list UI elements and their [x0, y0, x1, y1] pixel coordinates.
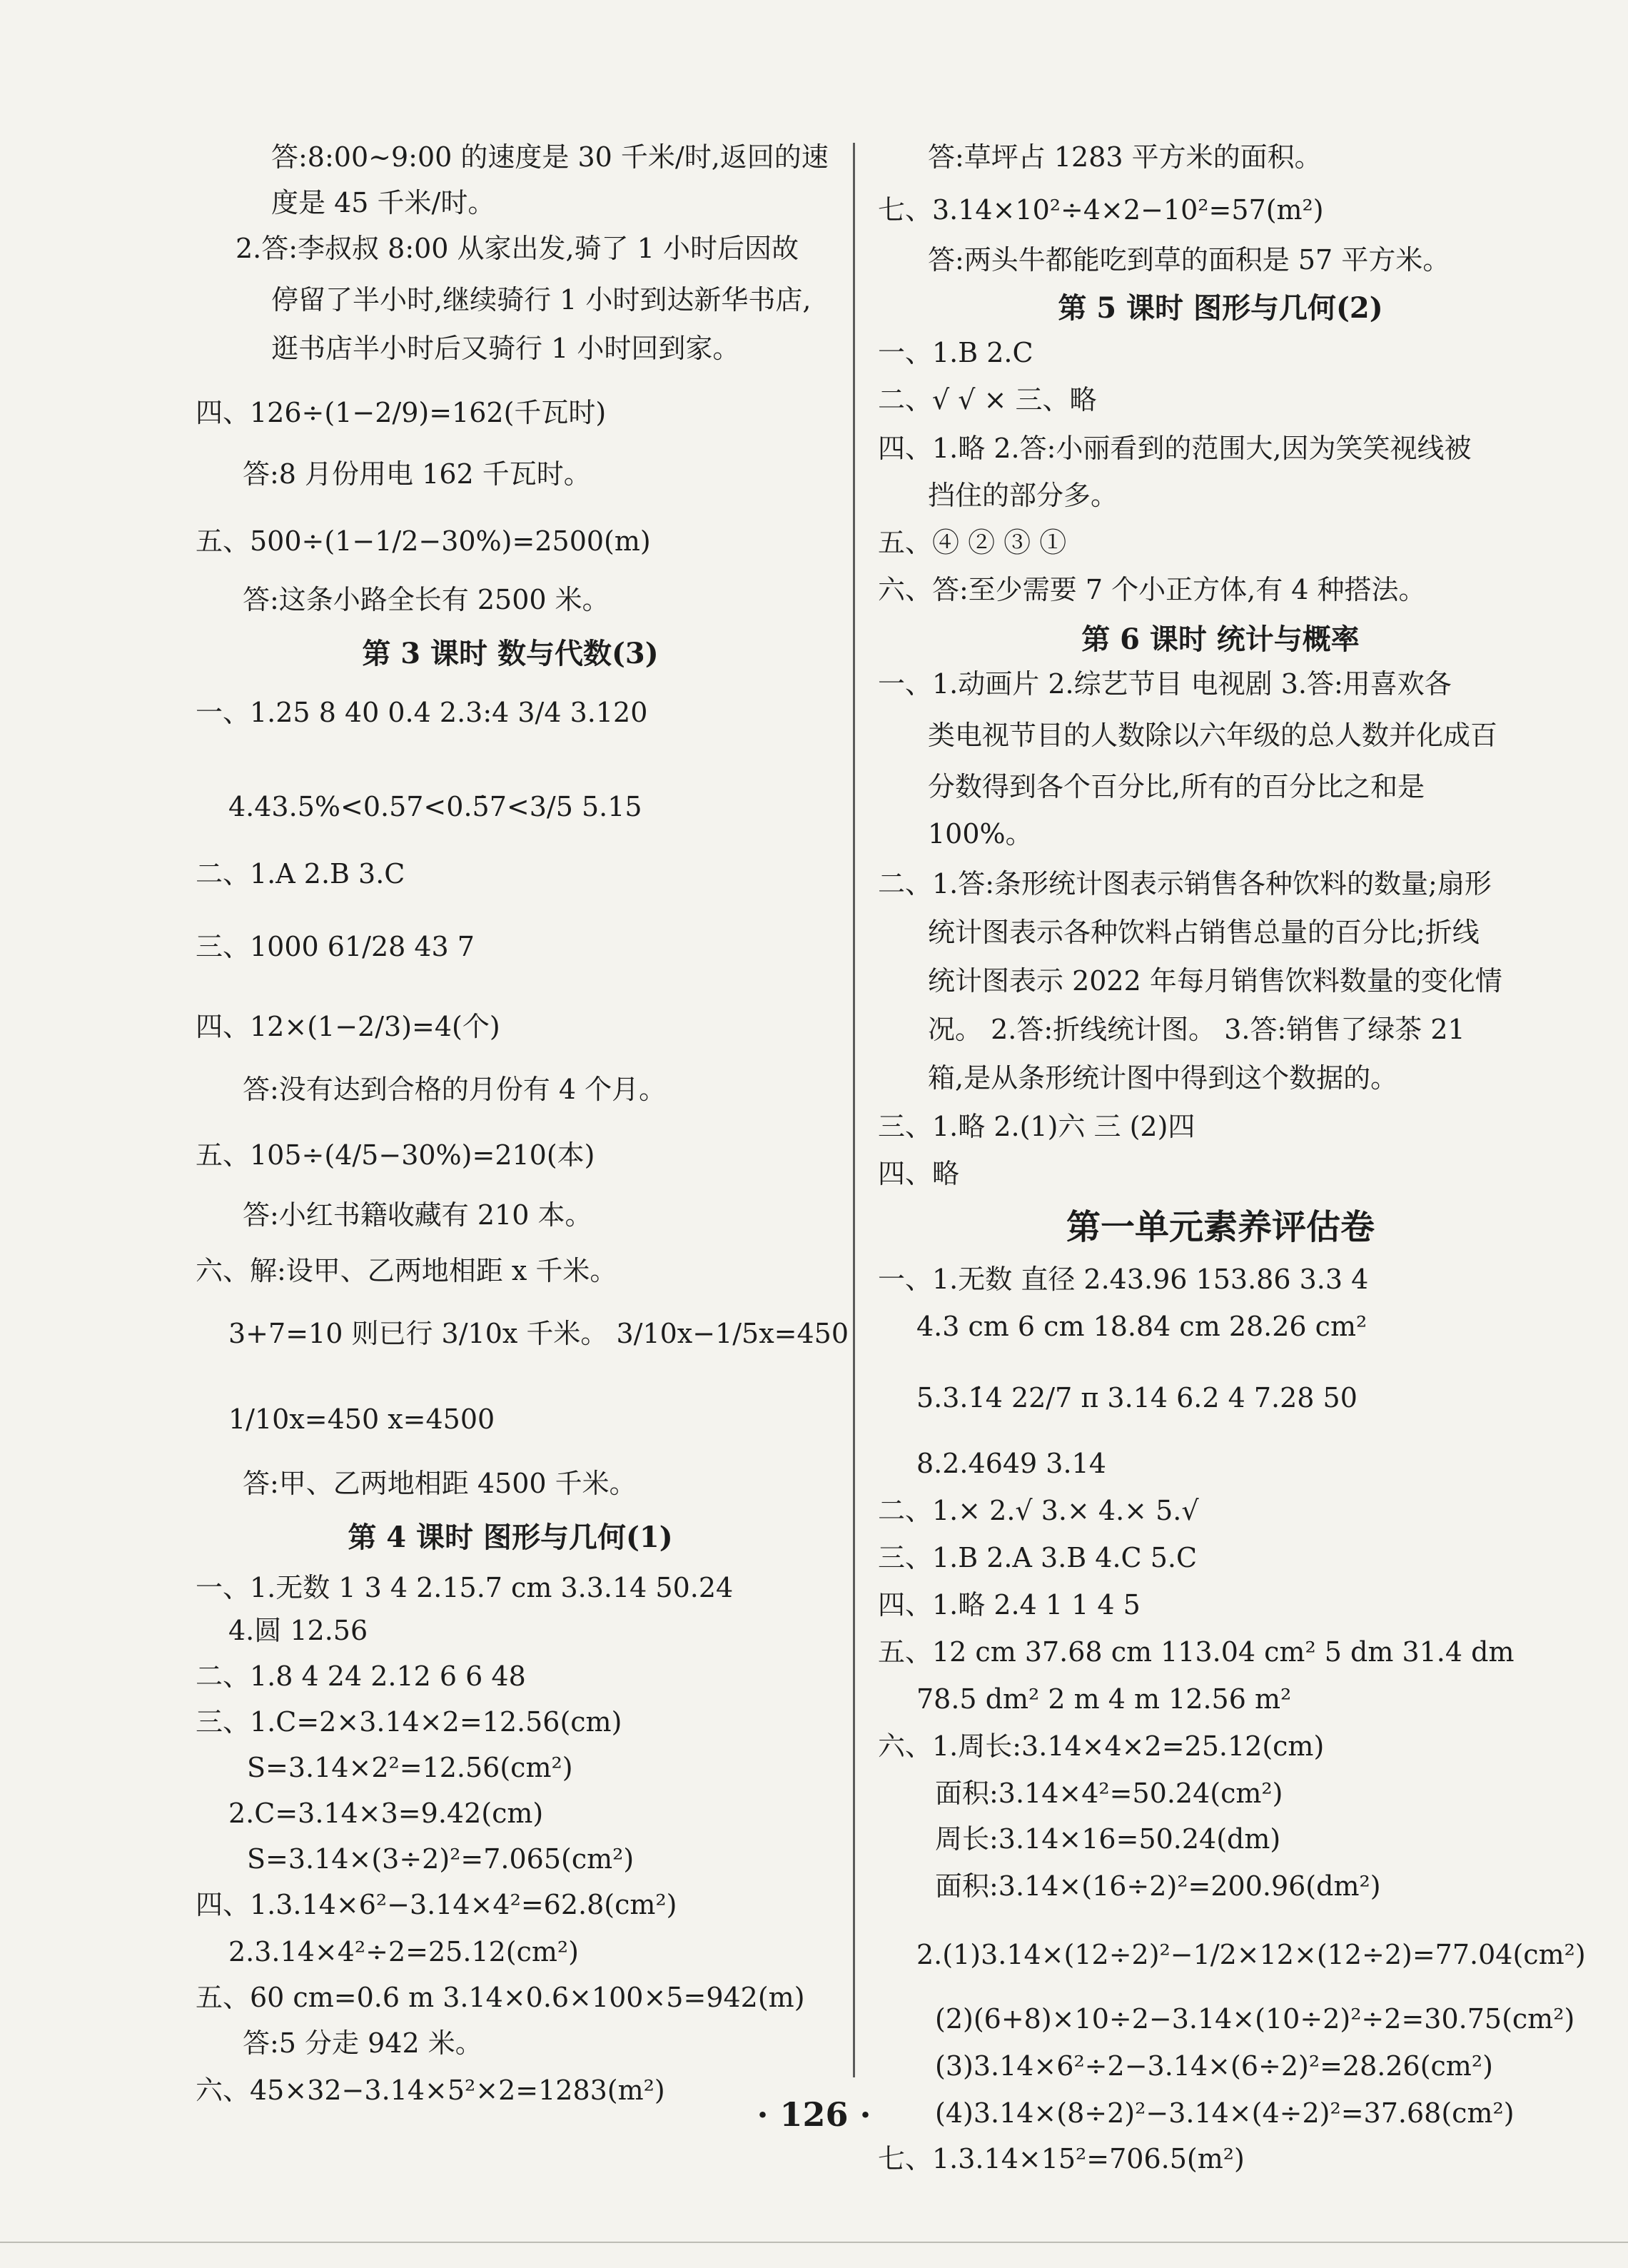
answer-line: 七、1.3.14×15²=706.5(m²) [878, 2143, 1245, 2174]
answer-line: 四、1.略 2.4 1 1 4 5 [878, 1589, 1141, 1621]
answer-line: 面积:3.14×(16÷2)²=200.96(dm²) [935, 1870, 1381, 1902]
answer-line: 8.2.4649 3.14 [916, 1448, 1106, 1479]
answer-line: 况。 2.答:折线统计图。 3.答:销售了绿茶 21 [928, 1014, 1465, 1045]
answer-line: 五、500÷(1−1/2−30%)=2500(m) [196, 525, 651, 557]
answer-line: 七、3.14×10²÷4×2−10²=57(m²) [878, 194, 1324, 226]
answer-line: 一、1.25 8 40 0.4 2.3:4 3/4 3.120 [196, 697, 648, 728]
answer-line: 三、1000 61/28 43 7 [196, 931, 475, 962]
answer-line: 五、60 cm=0.6 m 3.14×0.6×100×5=942(m) [196, 1982, 805, 2013]
answer-line: 五、④ ② ③ ① [878, 527, 1067, 558]
answer-line: 面积:3.14×4²=50.24(cm²) [935, 1778, 1283, 1809]
answer-line: 5.3.1̇4 22/7 π 3.14 6.2 4 7.28 50 [916, 1382, 1357, 1413]
answer-line: 四、1.3.14×6²−3.14×4²=62.8(cm²) [196, 1889, 677, 1920]
lesson-heading: 第 5 课时 图形与几何(2) [1058, 291, 1383, 325]
answer-line: 4.3 cm 6 cm 18.84 cm 28.26 cm² [916, 1311, 1367, 1342]
answer-line: 2.3.14×4²÷2=25.12(cm²) [228, 1936, 579, 1967]
answer-line: S=3.14×2²=12.56(cm²) [247, 1752, 573, 1783]
answer-line: 4.圆 12.56 [228, 1615, 368, 1646]
answer-line: 六、45×32−3.14×5²×2=1283(m²) [196, 2075, 665, 2106]
answer-line: 分数得到各个百分比,所有的百分比之和是 [928, 771, 1425, 802]
answer-line: 答:8:00~9:00 的速度是 30 千米/时,返回的速 [271, 141, 829, 173]
answer-line: S=3.14×(3÷2)²=7.065(cm²) [247, 1843, 634, 1875]
answer-line: 一、1.B 2.C [878, 337, 1033, 368]
answer-line: 周长:3.14×16=50.24(dm) [935, 1823, 1281, 1855]
answer-line: 答:甲、乙两地相距 4500 千米。 [243, 1468, 637, 1499]
answer-line: 一、1.无数 直径 2.43.96 153.86 3.3 4 [878, 1264, 1369, 1295]
answer-line: 2.答:李叔叔 8:00 从家出发,骑了 1 小时后因故 [236, 233, 799, 264]
answer-line: 三、1.B 2.A 3.B 4.C 5.C [878, 1542, 1198, 1573]
answer-line: 六、解:设甲、乙两地相距 x 千米。 [196, 1255, 617, 1286]
answer-line: 答:5 分走 942 米。 [243, 2027, 482, 2059]
lesson-heading: 第 4 课时 图形与几何(1) [348, 1521, 673, 1554]
page-number: · 126 · [757, 2095, 871, 2134]
answer-line: 五、105÷(4/5−30%)=210(本) [196, 1139, 595, 1171]
answer-line: 统计图表示 2022 年每月销售饮料数量的变化情 [928, 965, 1502, 997]
answer-line: 一、1.无数 1 3 4 2.15.7 cm 3.3.14 50.24 [196, 1572, 734, 1603]
answer-line: 答:8 月份用电 162 千瓦时。 [243, 458, 591, 490]
answer-line: 三、1.略 2.(1)六 三 (2)四 [878, 1111, 1195, 1142]
answer-line: 四、1.略 2.答:小丽看到的范围大,因为笑笑视线被 [878, 433, 1472, 464]
answer-line: 二、1.A 2.B 3.C [196, 858, 405, 889]
answer-line: 逛书店半小时后又骑行 1 小时回到家。 [271, 333, 740, 364]
answer-line: 四、12×(1−2/3)=4(个) [196, 1011, 500, 1042]
answer-line: 二、1.8 4 24 2.12 6 6 48 [196, 1660, 526, 1692]
answer-line: (4)3.14×(8÷2)²−3.14×(4÷2)²=37.68(cm²) [935, 2097, 1515, 2129]
answer-line: 78.5 dm² 2 m 4 m 12.56 m² [916, 1683, 1292, 1715]
answer-line: (2)(6+8)×10÷2−3.14×(10÷2)²÷2=30.75(cm²) [935, 2003, 1575, 2035]
answer-line: 二、1.× 2.√ 3.× 4.× 5.√ [878, 1495, 1199, 1526]
answer-line: 4.43.5%<0.57<0.5̇7<3/5 5.15 [228, 791, 642, 822]
answer-line: 2.C=3.14×3=9.42(cm) [228, 1798, 544, 1829]
lesson-heading: 第 6 课时 统计与概率 [1081, 623, 1360, 656]
answer-line: 答:草坪占 1283 平方米的面积。 [928, 141, 1322, 173]
answer-line: 度是 45 千米/时。 [271, 187, 495, 218]
answer-line: 三、1.C=2×3.14×2=12.56(cm) [196, 1706, 622, 1738]
answer-line: 二、√ √ × 三、略 [878, 384, 1097, 415]
answer-line: 四、略 [878, 1158, 960, 1189]
answer-line: 类电视节目的人数除以六年级的总人数并化成百 [928, 720, 1498, 751]
answer-line: 答:两头牛都能吃到草的面积是 57 平方米。 [928, 244, 1450, 276]
answer-line: 停留了半小时,继续骑行 1 小时到达新华书店, [271, 284, 812, 316]
answer-line: 二、1.答:条形统计图表示销售各种饮料的数量;扇形 [878, 868, 1492, 899]
answer-line: 六、1.周长:3.14×4×2=25.12(cm) [878, 1730, 1325, 1762]
answer-line: 箱,是从条形统计图中得到这个数据的。 [928, 1062, 1398, 1094]
answer-line: 一、1.动画片 2.综艺节目 电视剧 3.答:用喜欢各 [878, 668, 1452, 700]
answer-line: 五、12 cm 37.68 cm 113.04 cm² 5 dm 31.4 dm [878, 1636, 1515, 1668]
answer-line: 答:这条小路全长有 2500 米。 [243, 584, 610, 615]
answer-line: 答:没有达到合格的月份有 4 个月。 [243, 1074, 667, 1105]
footer-rule [0, 2242, 1628, 2243]
answer-line: 挡住的部分多。 [928, 480, 1118, 511]
answer-line: 100%。 [928, 818, 1033, 850]
column-divider [853, 143, 855, 2077]
answer-line: 2.(1)3.14×(12÷2)²−1/2×12×(12÷2)=77.04(cm²) [916, 1939, 1586, 1970]
answer-line: 统计图表示各种饮料占销售总量的百分比;折线 [928, 917, 1480, 948]
answer-line: 答:小红书籍收藏有 210 本。 [243, 1199, 592, 1231]
answer-line: 四、126÷(1−2/9)=162(千瓦时) [196, 397, 607, 428]
lesson-heading: 第 3 课时 数与代数(3) [362, 637, 659, 670]
unit-assessment-title: 第一单元素养评估卷 [1066, 1207, 1375, 1247]
answer-line: 六、答:至少需要 7 个小正方体,有 4 种搭法。 [878, 574, 1426, 605]
answer-line: (3)3.14×6²÷2−3.14×(6÷2)²=28.26(cm²) [935, 2050, 1493, 2082]
answer-line: 3+7=10 则已行 3/10x 千米。 3/10x−1/5x=450 [228, 1318, 849, 1349]
answer-line: 1/10x=450 x=4500 [228, 1403, 495, 1435]
